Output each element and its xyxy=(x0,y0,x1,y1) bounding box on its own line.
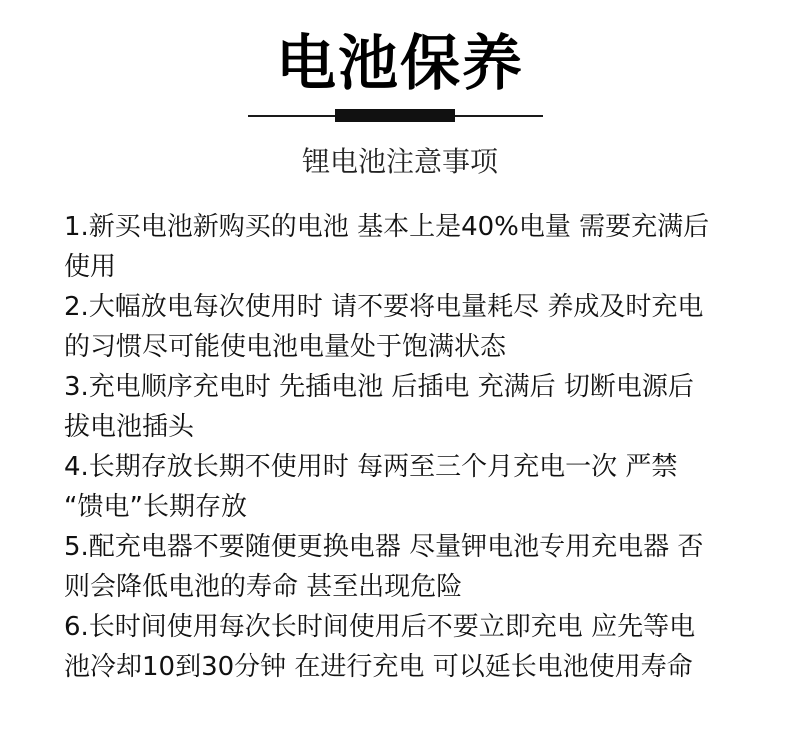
note-line: 则会降低电池的寿命 甚至出现危险 xyxy=(64,572,463,602)
note-line: 池冷却10到30分钟 在进行充电 可以延长电池使用寿命 xyxy=(64,652,693,682)
note-line: 的习惯尽可能使电池电量处于饱满状态 xyxy=(64,332,507,362)
note-item-1 xyxy=(64,207,736,287)
note-line: 5.配充电器不要随便更换电器 尽量钾电池专用充电器 否 xyxy=(64,532,704,562)
page-subtitle: 锂电池注意事项 xyxy=(301,145,498,178)
note-line: 使用 xyxy=(64,252,117,282)
note-line: 2.大幅放电每次使用时 请不要将电量耗尽 养成及时充电 xyxy=(64,292,704,322)
note-item-4 xyxy=(64,447,736,527)
note-line: 4.长期存放长期不使用时 每两至三个月充电一次 严禁 xyxy=(64,452,678,482)
note-line: 1.新买电池新购买的电池 基本上是40%电量 需要充满后 xyxy=(64,212,710,242)
note-line: 拔电池插头 xyxy=(64,412,195,442)
note-line: 6.长时间使用每次长时间使用后不要立即充电 应先等电 xyxy=(64,612,696,642)
note-item-5 xyxy=(64,527,736,607)
note-item-2 xyxy=(64,287,736,367)
notes-list xyxy=(64,207,736,687)
note-line: 3.充电顺序充电时 先插电池 后插电 充满后 切断电源后 xyxy=(64,372,694,402)
title-divider-accent xyxy=(335,109,455,122)
note-item-3 xyxy=(64,367,736,447)
note-line: “馈电”长期存放 xyxy=(64,492,247,522)
page-title: 电池保养 xyxy=(276,29,524,99)
note-item-6 xyxy=(64,607,736,687)
